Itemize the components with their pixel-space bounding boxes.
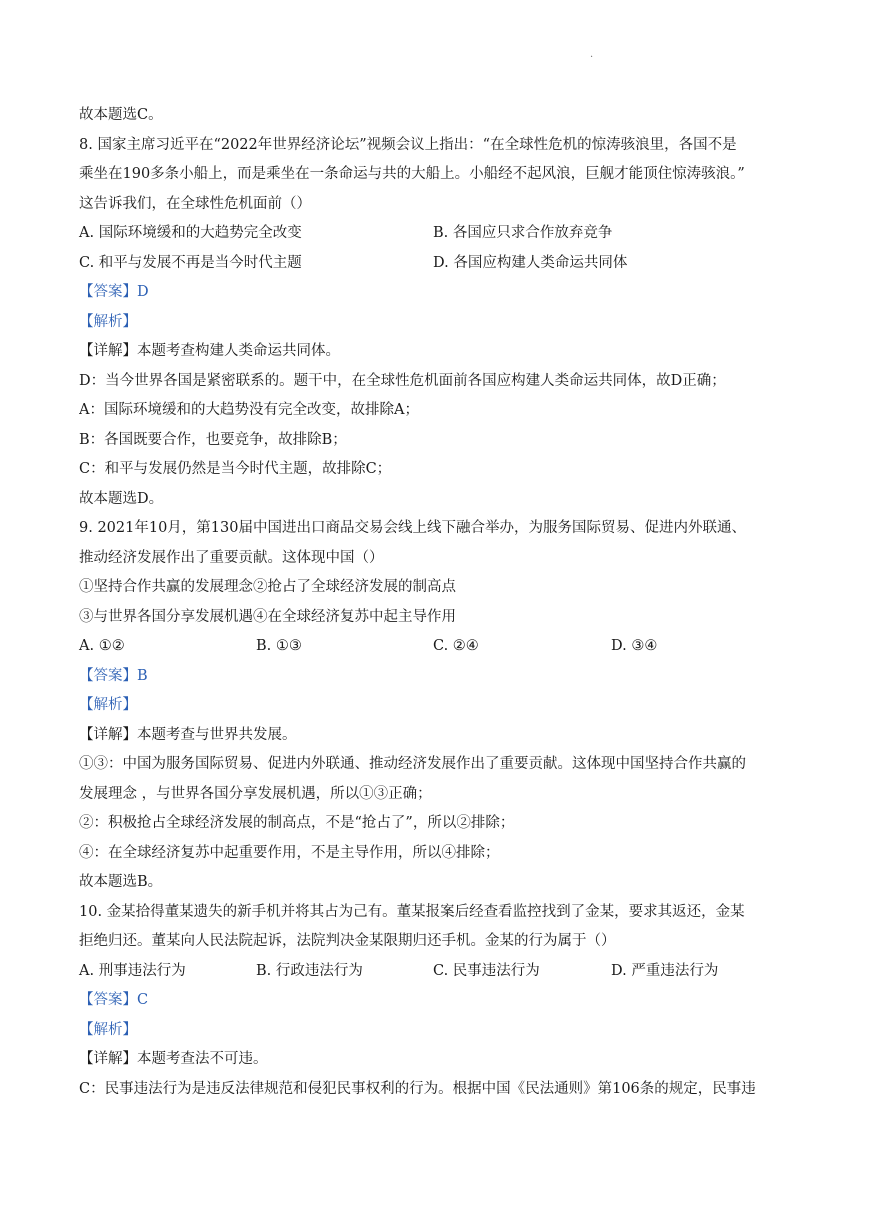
options-row (79, 957, 799, 987)
q7-conclusion: 故本题选C。 (79, 107, 163, 123)
analysis-label: 【解析】 (79, 1021, 137, 1038)
option-a: A. 刑事违法行为 (79, 962, 186, 979)
option-a: A. 国际环境缓和的大趋势完全改变 (79, 225, 302, 241)
question-stem: 9. 2021年10月，第130届中国进出口商品交易会线上线下融合举办，为服务国际贸易、促进内外联通、 (79, 520, 746, 536)
option-c: C. 和平与发展不再是当今时代主题 (79, 254, 302, 271)
question-stem: 拒绝归还。董某向人民法院起诉，法院判决金某限期归还手机。金某的行为属于（） (79, 933, 616, 949)
option-d: D. 各国应构建人类命运共同体 (433, 254, 628, 271)
question-stem: ③与世界各国分享发展机遇④在全球经济复苏中起主导作用 (79, 608, 456, 625)
explain-line: B：各国既要合作，也要竞争，故排除B； (79, 431, 347, 448)
question-8 (79, 131, 799, 515)
option-c: C. 民事违法行为 (433, 962, 540, 979)
analysis-label: 【解析】 (79, 697, 137, 713)
explain-line: 故本题选D。 (79, 490, 164, 507)
answer-label: 【答案】C (79, 992, 149, 1008)
analysis-label: 【解析】 (79, 313, 137, 330)
option-d: D. ③④ (611, 638, 658, 654)
explain-line: A：国际环境缓和的大趋势没有完全改变，故排除A； (79, 402, 419, 418)
header-mark: · (590, 52, 594, 63)
question-9 (79, 514, 799, 898)
explain-line: ②：积极抢占全球经济发展的制高点，不是“抢占了”，所以②排除； (79, 815, 515, 831)
document-page (79, 101, 799, 1104)
question-stem: 这告诉我们，在全球性危机面前（） (79, 195, 311, 212)
explain-line: 【详解】本题考查与世界共发展。 (79, 726, 297, 743)
question-stem: 8. 国家主席习近平在“2022年世界经济论坛”视频会议上指出：“在全球性危机的惊涛骇浪里，各国不是 (79, 136, 737, 153)
options-row (79, 632, 799, 662)
option-c: C. ②④ (433, 638, 479, 654)
explain-line: ④：在全球经济复苏中起重要作用，不是主导作用，所以④排除； (79, 844, 500, 861)
option-b: B. 行政违法行为 (256, 962, 363, 979)
explain-line: 【详解】本题考查法不可违。 (79, 1051, 268, 1067)
options-row (79, 249, 799, 279)
question-stem: ①坚持合作共赢的发展理念②抢占了全球经济发展的制高点 (79, 579, 456, 595)
answer-label: 【答案】B (79, 667, 148, 684)
explain-line: 【详解】本题考查构建人类命运共同体。 (79, 343, 340, 359)
explain-line: D：当今世界各国是紧密联系的。题干中，在全球性危机面前各国应构建人类命运共同体，故D正确； (79, 372, 726, 389)
explain-line: C：和平与发展仍然是当今时代主题，故排除C； (79, 461, 392, 477)
explain-line: 发展理念 ，与世界各国分享发展机遇，所以①③正确； (79, 785, 432, 802)
question-stem: 推动经济发展作出了重要贡献。这体现中国（） (79, 549, 384, 566)
options-row (79, 219, 799, 249)
explain-line: C：民事违法行为是违反法律规范和侵犯民事权利的行为。根据中国《民法通则》第106条的规定，民事违 (79, 1080, 756, 1097)
option-d: D. 严重违法行为 (611, 962, 719, 979)
answer-label: 【答案】D (79, 284, 149, 300)
question-10 (79, 898, 799, 1105)
explain-line: ①③：中国为服务国际贸易、促进内外联通、推动经济发展作出了重要贡献。这体现中国坚持合作共赢的 (79, 756, 746, 772)
option-b: B. 各国应只求合作放弃竞争 (433, 225, 613, 241)
question-stem: 乘坐在190多条小船上，而是乘坐在一条命运与共的大船上。小船经不起风浪，巨舰才能顶住惊涛骇浪。” (79, 166, 745, 182)
explain-line: 故本题选B。 (79, 874, 163, 890)
question-stem: 10. 金某拾得董某遗失的新手机并将其占为己有。董某报案后经查看监控找到了金某，要求其返还，金某 (79, 903, 745, 920)
option-a: A. ①② (79, 638, 125, 654)
option-b: B. ①③ (256, 638, 302, 654)
